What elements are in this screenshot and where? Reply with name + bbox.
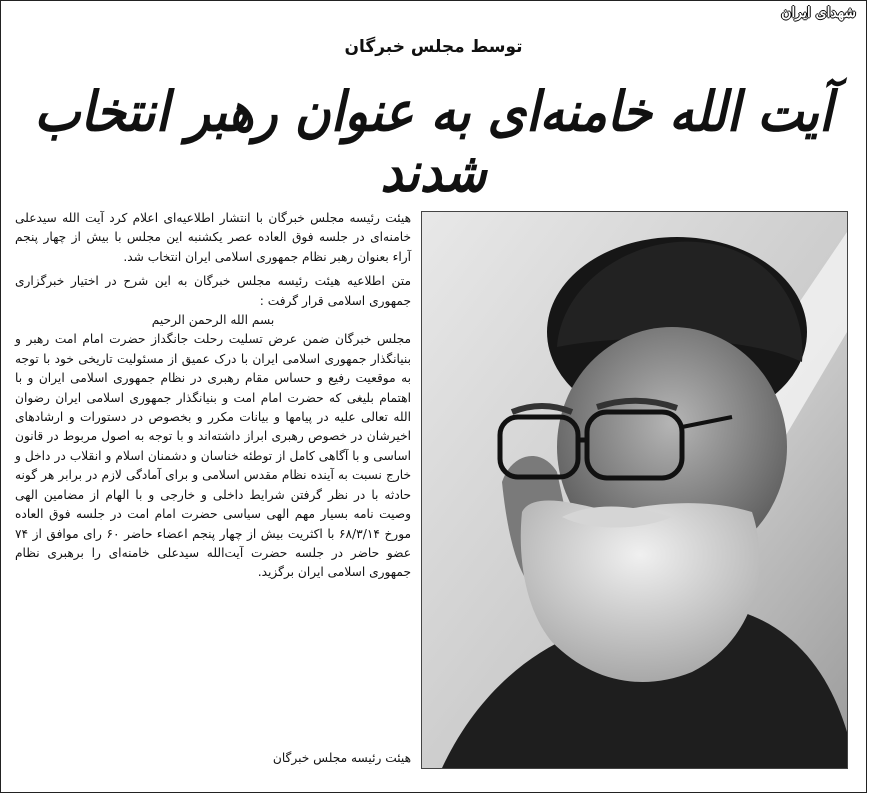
portrait-photo — [421, 211, 848, 769]
signature-line: هیئت رئیسه مجلس خبرگان — [272, 751, 411, 765]
paragraph-statement: مجلس خبرگان ضمن عرض تسلیت رحلت جانگداز حضرت امام امت رهبر و بنیانگذار جمهوری اسلامی ایران با درک عمیق از مسئولیت تاریخی خود با توجه به موقعیت رفیع و حساس مقام رهبری در نظام جمهوری اسلامی ایران و با اهتمام بلیغی که حضرت امام امت و بنیانگذار جمهوری اسلامی ایران رضوان الله تعالی علیه در پیامها و بیانات مکرر و بخصوص در دستورات و ارشادهای اخیرشان در خصوص رهبری ابراز داشته‌اند و با توجه به اصول مربوط در قانون اساسی و با آگاهی کامل از توطئه خناسان و دشمنان اسلام و انقلاب در داخل و خارج نسبت به آینده نظام مقدس اسلامی و برای آمادگی لازم در برابر هر گونه حادثه با در نظر گرفتن شرایط داخلی و خارجی و با الهام از مضامین الهی وصیت نامه بسیار مهم الهی سیاسی حضرت امام امت در جلسه فوق العاده مورخ ۶۸/۳/۱۴ با اکثریت بیش از چهار پنجم اعضاء حاضر ۶۰ رای موافق از ۷۴ عضو حاضر در جلسه حضرت آیت‌الله سیدعلی خامنه‌ای را برهبری نظام جمهوری اسلامی ایران برگزید. — [15, 332, 412, 580]
kicker-line: توسط مجلس خبرگان — [344, 37, 523, 57]
paragraph-statement-lead: متن اطلاعیه هیئت رئیسه مجلس خبرگان به این شرح در اختیار خبرگزاری جمهوری اسلامی قرار گرفت : — [15, 274, 411, 308]
basmala-line: بسم الله الرحمن الرحیم — [151, 313, 275, 328]
article-body — [15, 209, 411, 583]
paragraph-intro: هیئت رئیسه مجلس خبرگان با انتشار اطلاعیه‌ای اعلام کرد آیت الله سیدعلی خامنه‌ای در جلسه فوق العاده عصر یکشنبه این مجلس با بیش از چهار پنجم آراء بعنوان رهبر نظام جمهوری اسلامی ایران انتخاب شد. — [15, 211, 411, 264]
portrait-illustration — [422, 212, 847, 768]
watermark-logo: شهدای ایران — [781, 5, 856, 21]
headline: آیت الله خامنه‌ای به عنوان رهبر انتخاب شدند — [34, 80, 833, 205]
